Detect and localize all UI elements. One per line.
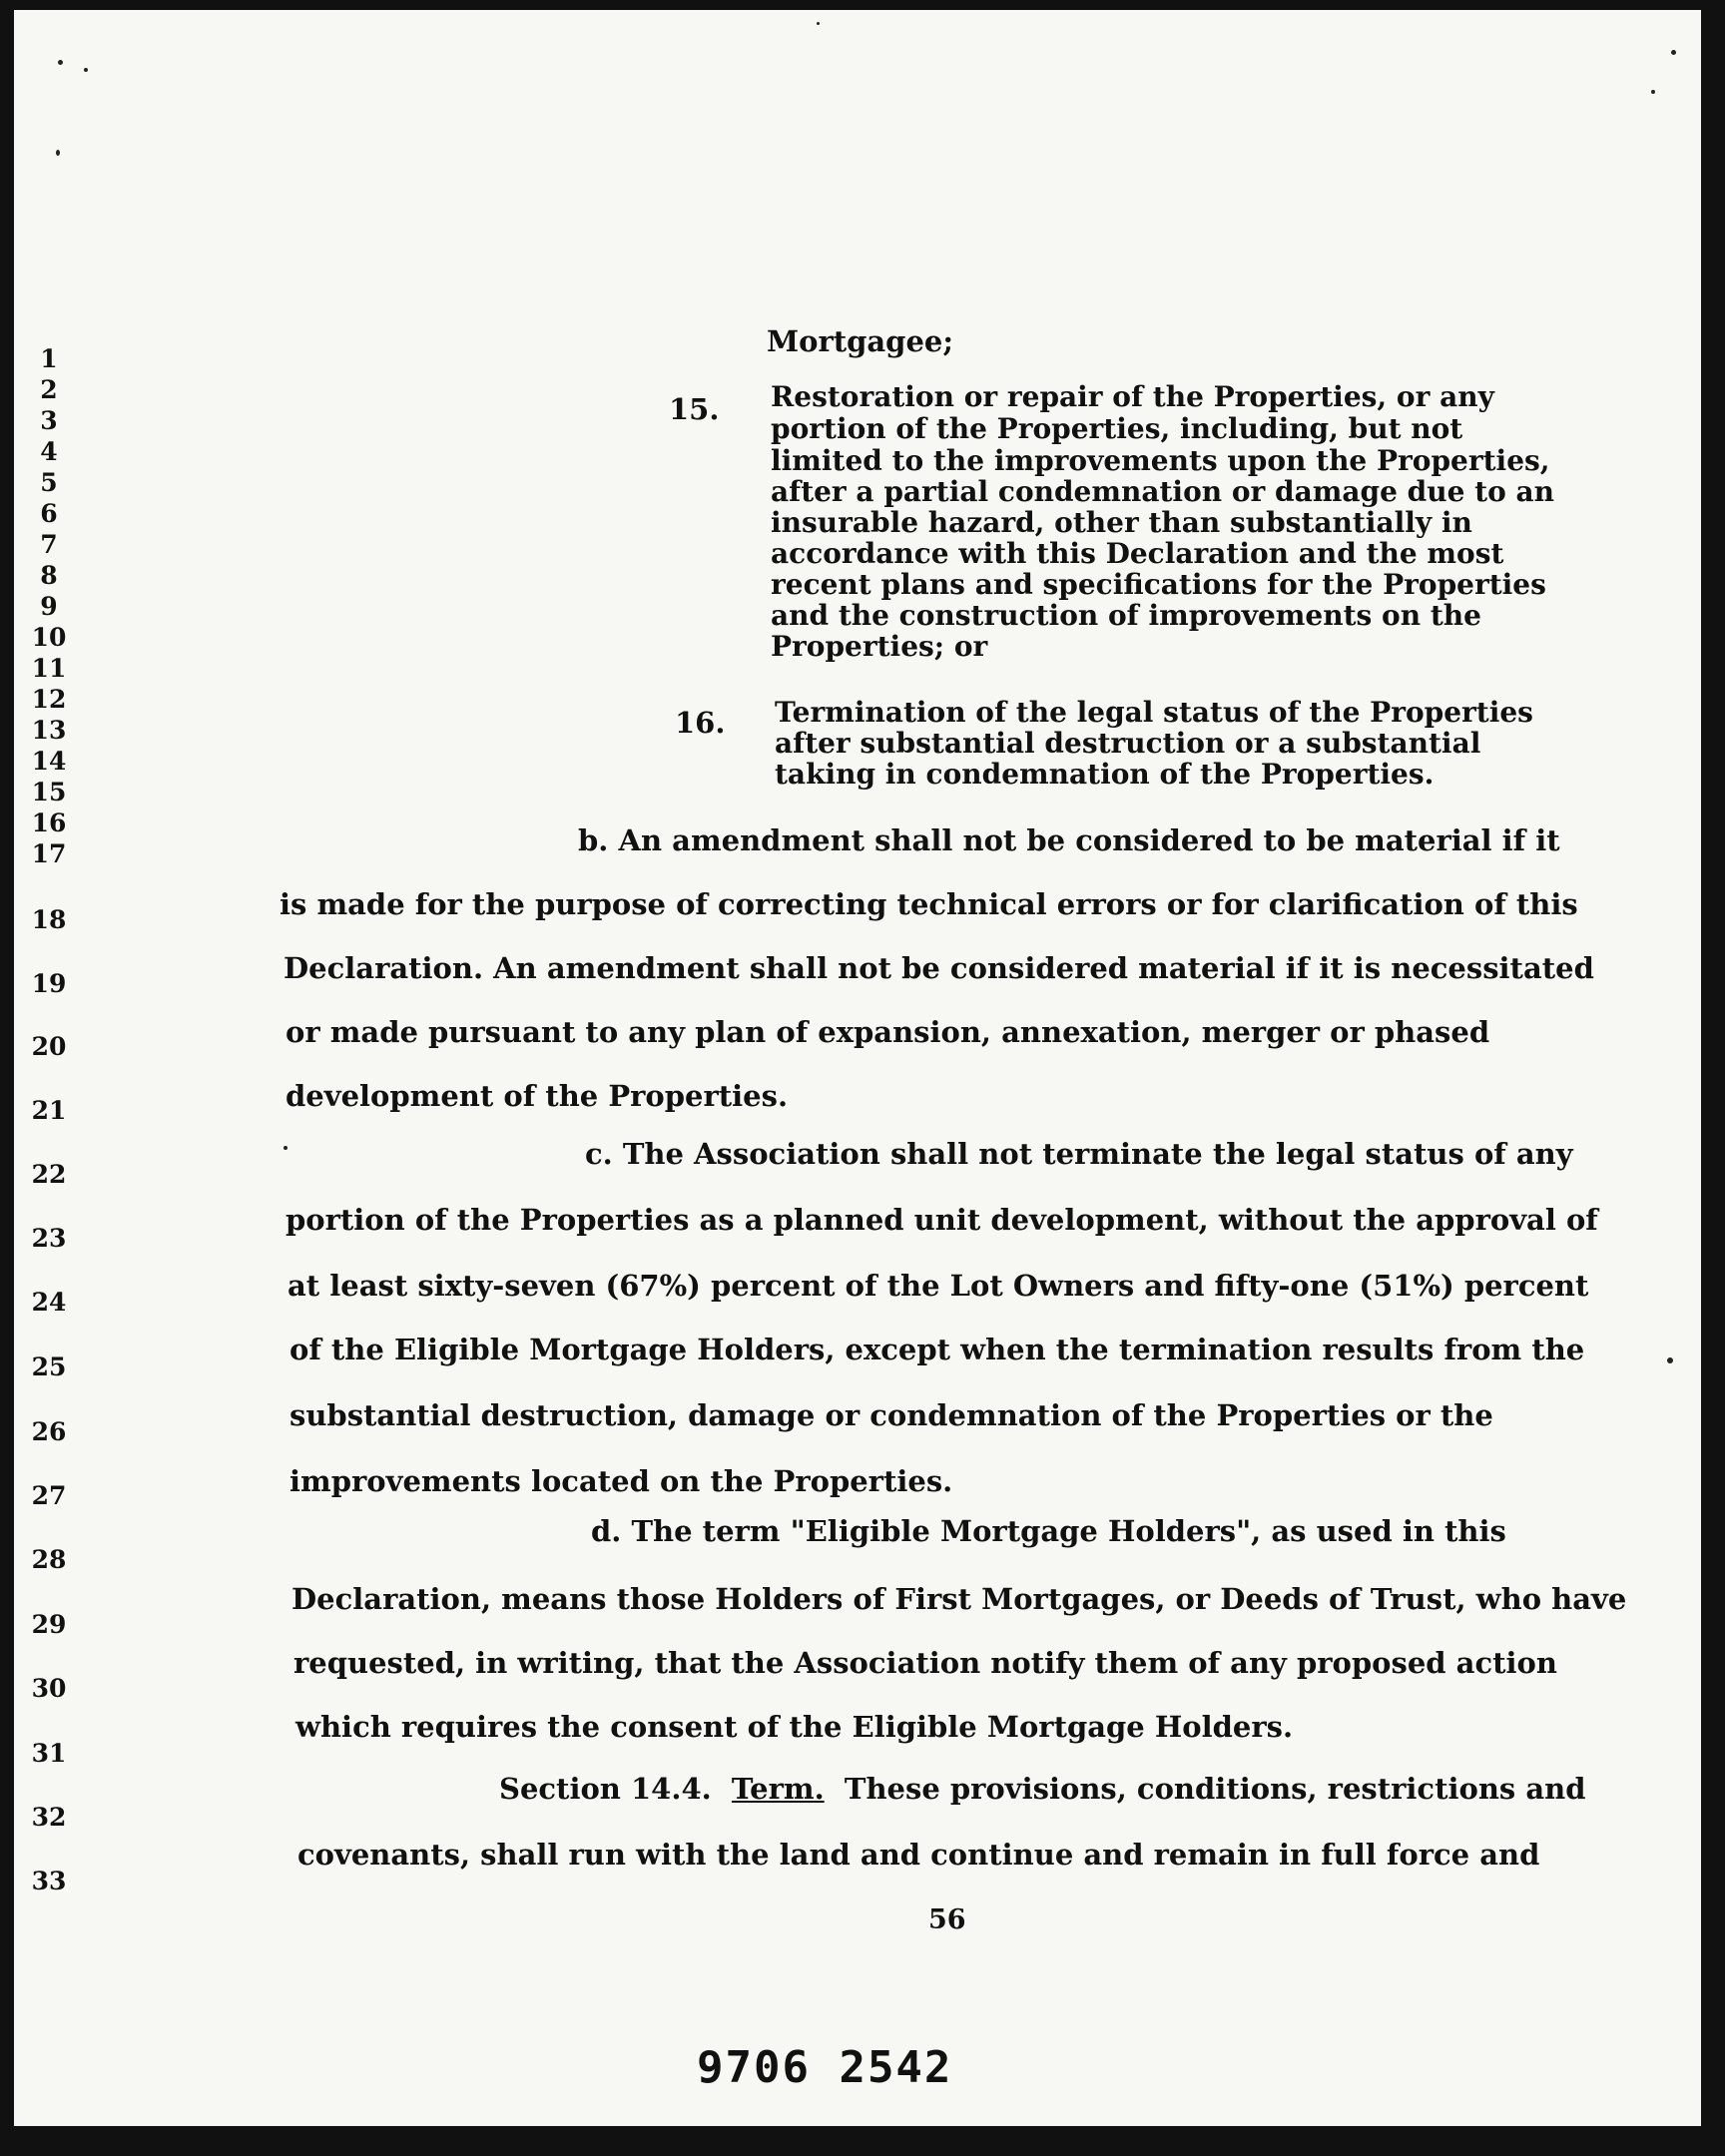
line-number: 24	[31, 1288, 67, 1317]
line-number: 13	[31, 716, 67, 745]
line-number: 2	[40, 375, 58, 404]
item-line: limited to the improvements upon the Properties,	[771, 444, 1550, 477]
scan-speck	[817, 22, 820, 25]
scan-speck	[58, 60, 63, 65]
item-line: after substantial destruction or a substantial	[775, 727, 1481, 760]
paragraph-line: or made pursuant to any plan of expansion, annexation, merger or phased	[286, 1015, 1490, 1049]
line-number: 31	[31, 1739, 67, 1768]
scan-speck	[284, 1146, 288, 1150]
item-line: accordance with this Declaration and the most	[771, 537, 1504, 570]
line-number: 32	[31, 1803, 67, 1832]
paragraph-line: improvements located on the Properties.	[289, 1464, 953, 1498]
paragraph-line: requested, in writing, that the Association notify them of any proposed action	[293, 1646, 1557, 1680]
scan-speck	[1667, 1357, 1673, 1363]
line-number: 15	[31, 778, 67, 807]
line-number: 10	[31, 623, 67, 652]
item-line: after a partial condemnation or damage due to an	[771, 475, 1555, 508]
line-number: 25	[31, 1352, 67, 1381]
paragraph-line: portion of the Properties as a planned unit development, without the approval of	[286, 1203, 1598, 1237]
item-number: 16.	[675, 706, 726, 740]
line-number: 23	[31, 1224, 67, 1253]
item-line: and the construction of improvements on the	[771, 599, 1481, 632]
page-number: 56	[928, 1904, 966, 1935]
line-number: 9	[40, 592, 58, 621]
line-number: 27	[31, 1481, 67, 1510]
item-line: portion of the Properties, including, but not	[771, 412, 1463, 445]
paragraph-line: of the Eligible Mortgage Holders, except when the termination results from the	[289, 1333, 1585, 1366]
line-number: 7	[40, 530, 58, 559]
paragraph-line: Declaration. An amendment shall not be considered material if it is necessitated	[284, 951, 1594, 985]
line-number: 1	[40, 344, 58, 373]
line-number: 18	[31, 905, 67, 934]
section-term: Term.	[731, 1772, 825, 1806]
item-line: Properties; or	[771, 630, 988, 663]
heading-mortgagees: Mortgagee;	[767, 324, 954, 358]
line-number: 5	[40, 468, 58, 497]
document-page	[14, 10, 1701, 2126]
line-number: 22	[31, 1160, 67, 1189]
line-number: 20	[31, 1032, 67, 1061]
paragraph-line: which requires the consent of the Eligible Mortgage Holders.	[295, 1710, 1294, 1744]
line-number: 16	[31, 808, 67, 837]
section-label: Section 14.4.	[499, 1772, 712, 1806]
line-number: 21	[31, 1096, 67, 1125]
item-line: taking in condemnation of the Properties.	[775, 758, 1435, 791]
paragraph-line: Declaration, means those Holders of First Mortgages, or Deeds of Trust, who have	[291, 1582, 1627, 1616]
paragraph-line: c. The Association shall not terminate the legal status of any	[585, 1137, 1573, 1171]
item-number: 15.	[669, 392, 720, 426]
section-text: These provisions, conditions, restrictions and	[844, 1772, 1586, 1806]
scan-speck	[56, 150, 60, 156]
line-number: 19	[31, 969, 67, 998]
paragraph-line: b. An amendment shall not be considered to be material if it	[578, 823, 1560, 857]
paragraph-line: covenants, shall run with the land and continue and remain in full force and	[297, 1838, 1540, 1872]
paragraph-line: substantial destruction, damage or condemnation of the Properties or the	[289, 1398, 1493, 1432]
line-number: 17	[31, 839, 67, 868]
paragraph-line: development of the Properties.	[286, 1079, 789, 1113]
item-line: insurable hazard, other than substantially in	[771, 506, 1472, 539]
line-number: 12	[31, 685, 67, 714]
line-number: 14	[31, 747, 67, 776]
paragraph-line: is made for the purpose of correcting technical errors or for clarification of this	[280, 887, 1578, 921]
line-number: 6	[40, 499, 58, 528]
line-number: 26	[31, 1417, 67, 1446]
line-number: 11	[31, 654, 67, 683]
scan-speck	[1651, 90, 1655, 94]
line-number: 30	[31, 1674, 67, 1703]
item-line: recent plans and specifications for the Properties	[771, 568, 1546, 601]
line-number: 28	[31, 1545, 67, 1574]
line-number: 29	[31, 1610, 67, 1639]
paragraph-line: at least sixty-seven (67%) percent of the Lot Owners and fifty-one (51%) percent	[288, 1269, 1589, 1303]
scan-speck	[1671, 50, 1676, 55]
line-number: 4	[40, 437, 58, 466]
line-number: 3	[40, 406, 58, 435]
item-line: Termination of the legal status of the Properties	[775, 696, 1533, 729]
scan-speck	[84, 68, 88, 72]
line-number: 8	[40, 561, 58, 590]
item-line: Restoration or repair of the Properties, or any	[771, 380, 1494, 413]
document-id-stamp: 9706 2542	[697, 2042, 953, 2093]
line-number: 33	[31, 1867, 67, 1895]
paragraph-line: d. The term "Eligible Mortgage Holders", as used in this	[591, 1514, 1506, 1548]
